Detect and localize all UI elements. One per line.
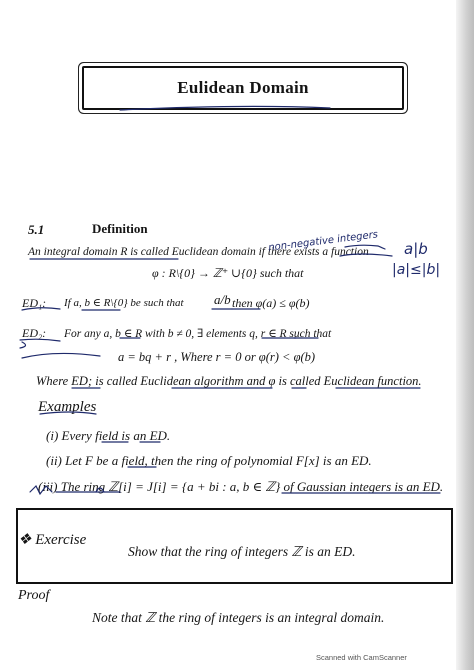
margin-note-inequality: |a|≤|b|	[392, 262, 441, 278]
zigzag-mark	[30, 486, 52, 494]
ed2-label: ED₂:	[22, 326, 47, 340]
proof-heading: Proof	[18, 588, 50, 603]
examples-heading: Examples	[38, 399, 97, 415]
handwritten-note: non-negative integers	[267, 229, 379, 254]
definition-line: An integral domain R is called Euclidean domain if there exists a function	[28, 246, 369, 258]
section-heading: Definition	[92, 221, 148, 236]
example-item: (ii) Let F be a field, then the ring of polynomial F[x] is an ED.	[46, 453, 372, 468]
example-item: (i) Every field is an ED.	[46, 428, 171, 443]
scanner-watermark: Scanned with CamScanner	[316, 653, 407, 662]
margin-tick-ed2	[20, 342, 26, 348]
underline-ed1	[22, 308, 60, 310]
underline-ed2	[20, 339, 60, 341]
underline-examples	[40, 412, 96, 414]
ed2-equation: a = bq + r , Where r = 0 or φ(r) < φ(b)	[118, 350, 316, 364]
title-underline-scribble	[120, 106, 330, 110]
margin-note-divides: a|b	[404, 240, 428, 258]
example-item: (iii) The ring ℤ[i] = J[i] = {a + bi : a, b ∈ ℤ} of Gaussian integers is an ED.	[38, 479, 444, 494]
section-number: 5.1	[28, 222, 45, 237]
ed1-text: If a, b ∈ R\{0} be such that	[64, 297, 184, 309]
proof-text: Note that ℤ the ring of integers is an integral domain.	[92, 610, 385, 625]
phi-definition: φ : R\{0} → ℤ⁺ ∪{0} such that	[152, 266, 304, 280]
ed1-label: ED₁:	[22, 296, 47, 310]
ed1-fraction: a/b	[214, 292, 231, 307]
underline-function	[340, 254, 392, 256]
exercise-heading: ❖ Exercise	[18, 532, 87, 548]
exercise-text: Show that the ring of integers ℤ is an ED.	[128, 544, 356, 559]
arrow-to-function	[345, 245, 385, 249]
ed2-text: For any a, b ∈ R with b ≠ 0, ∃ elements q, r ∈ R such that	[64, 328, 332, 340]
page-title: Eulidean Domain	[177, 78, 309, 97]
where-line: Where ED; is called Euclidean algorithm and φ is called Euclidean function.	[36, 374, 422, 388]
margin-line-equation	[22, 353, 100, 358]
ed1-then: then φ(a) ≤ φ(b)	[232, 296, 310, 310]
